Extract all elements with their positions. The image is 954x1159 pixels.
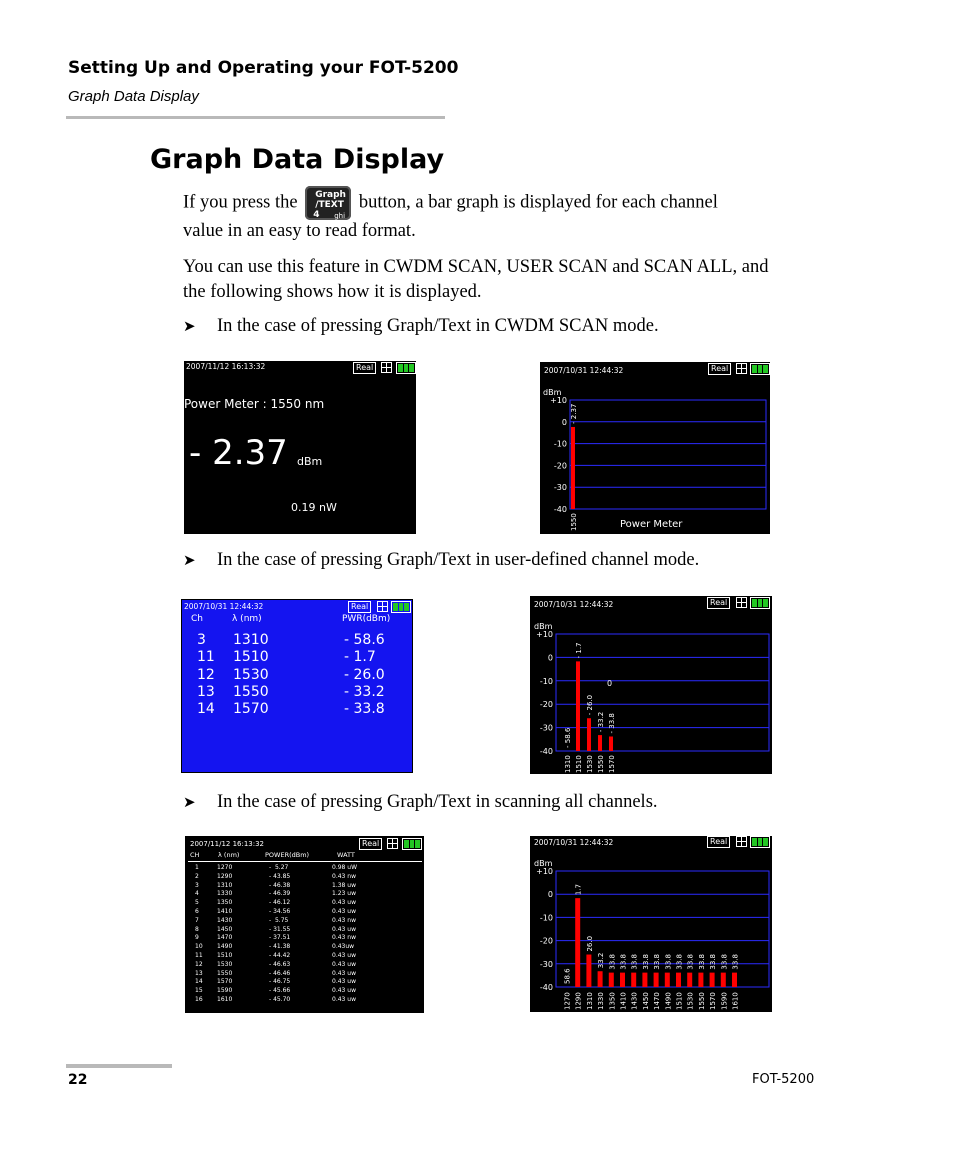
- x-tick-label: 1350: [608, 992, 617, 1010]
- table-cell-watt: 0.43 uw: [332, 899, 356, 907]
- table-cell-pwr: - 46.39: [269, 890, 291, 898]
- table-cell-watt: 0.43 nw: [332, 934, 356, 942]
- table-cell-ch: 8: [195, 925, 199, 933]
- table-cell-pwr: - 46.63: [269, 960, 291, 968]
- plot-frame: [570, 400, 766, 509]
- table-cell-watt: 0.43 uw: [332, 996, 356, 1003]
- bar-chart: [530, 836, 772, 1012]
- table-cell-watt: 0.43 uw: [332, 908, 356, 915]
- bar: [732, 973, 737, 987]
- data-label: - 33.2: [597, 711, 605, 733]
- power-meter-label: Power Meter : 1550 nm: [184, 397, 325, 411]
- grid-icon: [387, 838, 398, 849]
- col-ch: Ch: [191, 614, 203, 624]
- table-cell-pwr: - 43.85: [269, 872, 291, 880]
- col-power: PWR(dBm): [342, 614, 391, 624]
- data-label: 33.8: [731, 954, 740, 970]
- footer-rule: [66, 1064, 172, 1068]
- y-tick-label: +10: [536, 867, 553, 876]
- data-label: 33.8: [686, 954, 695, 970]
- screen-timestamp: 2007/10/31 12:44:32: [534, 600, 614, 609]
- table-cell-ch: 2: [195, 872, 199, 880]
- table-cell-watt: 0.43 nw: [332, 916, 356, 924]
- y-tick-label: -40: [553, 505, 567, 514]
- y-tick-label: -20: [539, 936, 553, 946]
- table-cell-ch: 15: [195, 987, 203, 995]
- graph-text-key-icon: Graph /TEXT 4 ghi: [305, 186, 351, 220]
- x-tick-label: 1450: [641, 992, 650, 1010]
- table-cell-watt: 0.43 uw: [332, 925, 356, 933]
- x-tick-label: 1570: [709, 992, 718, 1010]
- table-cell-ch: 10: [195, 943, 203, 951]
- y-tick-label: +10: [550, 396, 567, 405]
- bar: [586, 955, 591, 987]
- bar: [676, 973, 681, 987]
- table-cell-pwr: - 34.56: [269, 908, 291, 915]
- intro-line2: value in an easy to read format.: [183, 221, 416, 241]
- table-cell-watt: 1.38 uw: [332, 881, 356, 889]
- data-label: 1.7: [574, 884, 583, 896]
- data-label: 33.8: [630, 954, 639, 970]
- table-cell-pwr: - 44.42: [269, 952, 291, 959]
- header-rule: [66, 116, 445, 119]
- table-cell-ch: 13: [197, 683, 215, 700]
- running-header-subtitle: Graph Data Display: [68, 88, 199, 105]
- table-cell-pwr: - 31.55: [269, 925, 291, 933]
- section-heading: Graph Data Display: [150, 144, 445, 175]
- table-cell-pwr: - 41.38: [269, 943, 291, 951]
- bullet-user: ➤ In the case of pressing Graph/Text in user-defined channel mode.: [183, 550, 700, 570]
- table-cell-pwr: - 33.2: [344, 683, 385, 700]
- x-tick-label: 1270: [563, 992, 572, 1010]
- bar-chart: [530, 596, 772, 774]
- bar: [598, 735, 602, 751]
- data-label: 33.8: [653, 954, 662, 970]
- running-header-title: Setting Up and Operating your FOT-5200: [68, 58, 459, 78]
- bullet-scan-all: ➤ In the case of pressing Graph/Text in scanning all channels.: [183, 792, 658, 812]
- watt-value: 0.19 nW: [291, 501, 337, 514]
- data-label: 33.8: [720, 954, 729, 970]
- y-tick-label: -30: [539, 723, 553, 733]
- battery-icon: [402, 838, 422, 850]
- table-cell-ch: 11: [195, 952, 203, 959]
- table-cell-pwr: - 58.6: [344, 632, 385, 648]
- table-cell-pwr: - 45.70: [269, 996, 291, 1003]
- x-tick-label: 1470: [653, 992, 662, 1010]
- y-axis-label: dBm: [543, 388, 562, 397]
- bar: [631, 973, 636, 987]
- data-label: 33.8: [675, 954, 684, 970]
- table-cell-wl: 1310: [233, 632, 269, 648]
- real-badge: Real: [707, 836, 730, 848]
- data-label: - 2.37: [570, 403, 578, 424]
- table-cell-watt: 0.43uw: [332, 943, 355, 951]
- y-tick-label: -20: [539, 700, 553, 710]
- battery-icon: [396, 362, 416, 374]
- table-cell-wl: 1530: [233, 666, 269, 683]
- y-tick-label: -40: [539, 747, 553, 756]
- table-cell-watt: 0.43 uw: [332, 960, 356, 968]
- table-cell-pwr: - 46.46: [269, 969, 291, 977]
- y-tick-label: +10: [536, 630, 553, 639]
- data-label: 33.2: [597, 952, 606, 969]
- table-cell-ch: 13: [195, 969, 203, 977]
- para2-line2: the following shows how it is displayed.: [183, 282, 482, 302]
- table-cell-pwr: - 37.51: [269, 934, 291, 942]
- x-tick-label: 1530: [586, 755, 594, 773]
- y-tick-label: 0: [561, 417, 567, 427]
- y-tick-label: -10: [539, 913, 553, 923]
- table-cell-watt: 0.43 uw: [332, 987, 356, 995]
- table-cell-pwr: - 26.0: [344, 666, 385, 683]
- table-cell-pwr: - 33.8: [344, 701, 385, 718]
- marker-label: 0: [607, 679, 613, 688]
- bar: [575, 898, 580, 987]
- table-cell-ch: 3: [195, 881, 199, 889]
- x-tick-label: 1290: [574, 992, 583, 1010]
- y-tick-label: -20: [553, 461, 567, 471]
- table-cell-pwr: - 5.27: [269, 864, 289, 871]
- data-label: - 1.7: [575, 642, 583, 659]
- table-cell-watt: 0.43 uw: [332, 978, 356, 986]
- x-tick-label: 1410: [619, 992, 628, 1010]
- x-tick-label: 1550: [697, 992, 706, 1010]
- arrow-bullet-icon: ➤: [183, 793, 196, 811]
- data-label: - 33.8: [608, 713, 616, 734]
- real-badge: Real: [353, 362, 376, 374]
- table-cell-pwr: - 1.7: [344, 649, 376, 666]
- bar: [620, 973, 625, 987]
- data-label: 33.8: [619, 954, 628, 970]
- data-label: - 58.6: [564, 727, 572, 748]
- table-cell-wl: 1430: [217, 916, 233, 924]
- table-cell-wl: 1610: [217, 996, 233, 1003]
- screen-scan-all-graph: [530, 836, 772, 1012]
- y-axis-label: dBm: [534, 859, 553, 868]
- bullet-cwdm: ➤ In the case of pressing Graph/Text in CWDM SCAN mode.: [183, 316, 659, 336]
- table-cell-wl: 1330: [217, 890, 233, 898]
- col-ch: CH: [190, 851, 200, 859]
- x-tick-label: 1310: [564, 755, 572, 773]
- x-tick-label: 1550: [570, 513, 578, 531]
- screen-timestamp: 2007/10/31 12:44:32: [184, 602, 264, 611]
- x-tick-label: 1550: [597, 755, 605, 773]
- y-tick-label: -40: [539, 983, 553, 992]
- bar: [609, 736, 613, 751]
- bar: [665, 973, 670, 987]
- table-cell-wl: 1550: [233, 683, 269, 700]
- table-cell-ch: 4: [195, 890, 199, 898]
- data-label: 33.8: [641, 954, 650, 970]
- table-cell-ch: 9: [195, 934, 199, 942]
- real-badge: Real: [359, 838, 382, 850]
- bar: [687, 973, 692, 987]
- table-divider: [188, 861, 422, 862]
- table-cell-wl: 1310: [217, 881, 233, 889]
- y-tick-label: 0: [547, 890, 553, 900]
- col-watt: WATT: [337, 851, 355, 859]
- screen-timestamp: 2007/11/12 16:13:32: [186, 362, 266, 371]
- table-cell-ch: 12: [195, 960, 203, 968]
- table-cell-ch: 7: [195, 916, 199, 924]
- table-cell-wl: 1410: [217, 908, 233, 915]
- product-name: FOT-5200: [752, 1072, 815, 1087]
- data-label: 33.8: [709, 954, 718, 970]
- screen-user-table: [181, 599, 413, 773]
- table-cell-watt: 0.43 nw: [332, 872, 356, 880]
- table-cell-wl: 1570: [217, 978, 233, 986]
- table-cell-wl: 1470: [217, 934, 233, 942]
- bar-chart: [540, 362, 770, 534]
- power-value: - 2.37: [189, 433, 288, 473]
- data-label: 26.0: [585, 935, 594, 952]
- x-tick-label: 1590: [720, 992, 729, 1010]
- col-power: POWER(dBm): [265, 851, 310, 859]
- real-badge: Real: [707, 597, 730, 609]
- table-cell-watt: 1.23 uw: [332, 890, 356, 898]
- table-cell-wl: 1270: [217, 864, 233, 871]
- col-wavelength: λ (nm): [218, 851, 240, 859]
- real-badge: Real: [708, 363, 731, 375]
- table-cell-wl: 1350: [217, 899, 233, 907]
- y-axis-label: dBm: [534, 622, 553, 631]
- table-cell-ch: 3: [197, 632, 206, 648]
- screen-scan-all-table: [185, 836, 424, 1013]
- bar: [710, 973, 715, 987]
- x-tick-label: 1610: [731, 992, 740, 1010]
- x-tick-label: 1330: [597, 992, 606, 1010]
- bar: [698, 973, 703, 987]
- screen-cwdm-graph: [540, 362, 770, 534]
- table-cell-ch: 16: [195, 996, 203, 1003]
- data-label: 33.8: [664, 954, 673, 970]
- table-cell-watt: 0.43 uw: [332, 969, 356, 977]
- y-tick-label: -10: [539, 676, 553, 686]
- x-tick-label: 1530: [686, 992, 695, 1010]
- arrow-bullet-icon: ➤: [183, 551, 196, 569]
- table-cell-ch: 14: [197, 701, 215, 718]
- col-wavelength: λ (nm): [232, 614, 262, 624]
- screen-power-meter: [184, 361, 416, 534]
- table-cell-pwr: - 46.12: [269, 899, 291, 907]
- y-tick-label: -30: [553, 483, 567, 493]
- chart-footer: Power Meter: [620, 519, 683, 530]
- bar: [587, 718, 591, 751]
- table-cell-watt: 0.43 uw: [332, 952, 356, 959]
- table-cell-wl: 1450: [217, 925, 233, 933]
- arrow-bullet-icon: ➤: [183, 317, 196, 335]
- table-cell-wl: 1590: [217, 987, 233, 995]
- intro-text-after: button, a bar graph is displayed for each channel: [358, 192, 718, 213]
- page-number: 22: [68, 1072, 88, 1088]
- table-cell-watt: 0.98 uW: [332, 864, 358, 871]
- table-cell-wl: 1510: [233, 649, 269, 666]
- bar: [598, 971, 603, 987]
- table-cell-pwr: - 5.75: [269, 916, 289, 924]
- y-tick-label: -30: [539, 959, 553, 969]
- table-cell-ch: 14: [195, 978, 203, 986]
- screen-user-graph: [530, 596, 772, 774]
- table-cell-wl: 1510: [217, 952, 233, 959]
- bar: [721, 973, 726, 987]
- table-cell-wl: 1550: [217, 969, 233, 977]
- y-tick-label: 0: [547, 653, 553, 663]
- power-unit: dBm: [297, 455, 323, 468]
- data-label: 58.6: [563, 968, 572, 984]
- bar: [576, 661, 580, 751]
- table-cell-ch: 1: [195, 864, 199, 871]
- screen-timestamp: 2007/10/31 12:44:32: [544, 366, 624, 375]
- table-cell-wl: 1530: [217, 960, 233, 968]
- table-cell-wl: 1490: [217, 943, 233, 951]
- data-label: - 26.0: [586, 694, 594, 716]
- x-tick-label: 1430: [630, 992, 639, 1010]
- x-tick-label: 1510: [575, 755, 583, 773]
- data-label: 33.8: [608, 954, 617, 970]
- intro-paragraph: [183, 186, 823, 220]
- battery-icon: [391, 601, 411, 613]
- y-tick-label: -10: [553, 439, 567, 449]
- table-cell-wl: 1290: [217, 872, 233, 880]
- table-cell-wl: 1570: [233, 701, 269, 718]
- table-cell-ch: 6: [195, 908, 199, 915]
- table-cell-pwr: - 46.38: [269, 881, 291, 889]
- x-tick-label: 1490: [664, 992, 673, 1010]
- table-cell-ch: 5: [195, 899, 199, 907]
- x-tick-label: 1510: [675, 992, 684, 1010]
- table-cell-pwr: - 45.66: [269, 987, 291, 995]
- bar: [571, 427, 575, 509]
- bar: [654, 973, 659, 987]
- x-tick-label: 1310: [585, 992, 594, 1010]
- bar: [609, 973, 614, 987]
- para2-line1: You can use this feature in CWDM SCAN, USER SCAN and SCAN ALL, and: [183, 257, 769, 277]
- bar: [642, 973, 647, 987]
- table-cell-pwr: - 46.75: [269, 978, 291, 986]
- intro-text-before: If you press the: [183, 192, 298, 213]
- x-tick-label: 1570: [608, 755, 616, 773]
- real-badge: Real: [348, 601, 371, 613]
- table-cell-ch: 12: [197, 666, 215, 683]
- screen-timestamp: 2007/11/12 16:13:32: [190, 840, 265, 848]
- grid-icon: [381, 362, 392, 373]
- data-label: 33.8: [697, 954, 706, 970]
- screen-timestamp: 2007/10/31 12:44:32: [534, 838, 614, 847]
- table-cell-ch: 11: [197, 649, 215, 666]
- grid-icon: [377, 601, 388, 612]
